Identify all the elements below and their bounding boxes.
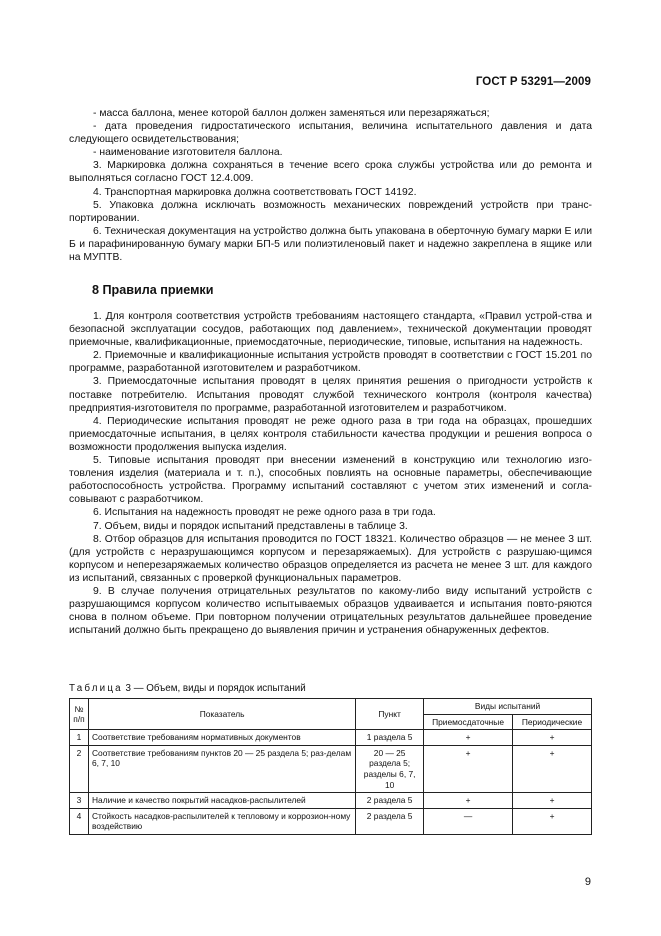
table-caption <box>69 683 306 694</box>
tests-table <box>69 698 592 835</box>
cell-num: 2 <box>70 745 89 792</box>
cell-num: 4 <box>70 808 89 834</box>
cell-acceptance: + <box>424 730 513 746</box>
paragraph: 1. Для контроля соответствия устройств требованиям настоящего стандарта, «Правил устрой-ства и безопасной эксплуатации сосудов, работающих под давлением», технической документации проводят приемочные, квалификационные, приемосдаточные, периодические, типовые, испытания на надежность. <box>69 311 592 349</box>
cell-indicator: Стойкость насадков-распылителей к тепловому и коррозион-ному воздействию <box>88 808 355 834</box>
paragraph: 5. Упаковка должна исключать возможность механических повреждений устройств при транс-портировании. <box>69 199 592 224</box>
cell-acceptance: + <box>424 745 513 792</box>
paragraph: 6. Испытания на надежность проводят не реже одного раза в три года. <box>93 507 436 519</box>
section-heading: 8 Правила приемки <box>92 283 214 297</box>
cell-indicator: Наличие и качество покрытий насадков-распылителей <box>88 793 355 809</box>
cell-periodic: + <box>513 730 592 746</box>
header-num: № п/п <box>70 699 89 730</box>
document-header: ГОСТ Р 53291—2009 <box>475 76 591 88</box>
table-row <box>70 745 592 792</box>
header-indicator: Показатель <box>88 699 355 730</box>
cell-clause: 2 раздела 5 <box>356 793 424 809</box>
paragraph: 4. Транспортная маркировка должна соответствовать ГОСТ 14192. <box>93 186 417 198</box>
paragraph: 7. Объем, виды и порядок испытаний представлены в таблице 3. <box>93 520 408 532</box>
marking-packaging-text <box>69 107 592 264</box>
paragraph: - наименование изготовителя баллона. <box>93 147 283 159</box>
table-caption-text: 3 — Объем, виды и порядок испытаний <box>125 683 306 694</box>
paragraph: 5. Типовые испытания проводят при внесении изменений в конструкцию или технологию изго-товления изделия (материала и т. п.), способных повлиять на основные параметры, обеспечивающие работоспособность устройства. Программу испытаний составляют с учетом этих изменений и согла-совывают с разработчиком. <box>69 455 592 506</box>
cell-clause: 20 — 25 раздела 5; разделы 6, 7, 10 <box>356 745 424 792</box>
paragraph: 9. В случае получения отрицательных результатов по какому-либо виду испытаний устройств с разрушающимся корпусом количество испытываемых образцов удваивается и испытания повто-ряются снова в полном объеме. При повторном получении отрицательных результатов дальнейшее проведение испытаний должно быть прекращено до выявления причин и устранения обнаруженных дефектов. <box>69 585 592 637</box>
cell-indicator: Соответствие требованиям пунктов 20 — 25 раздела 5; раз-делам 6, 7, 10 <box>88 745 355 792</box>
cell-periodic: + <box>513 745 592 792</box>
table-caption-word: Таблица <box>69 683 123 694</box>
page-number: 9 <box>584 876 591 888</box>
cell-indicator: Соответствие требованиям нормативных документов <box>88 730 355 746</box>
paragraph: - дата проведения гидростатического испытания, величина испытательного давления и дата следующего освидетельствования; <box>69 121 592 146</box>
cell-acceptance: — <box>424 808 513 834</box>
table-header-row <box>70 699 592 715</box>
paragraph: 2. Приемочные и квалификационные испытания устройств проводят в соответствии с ГОСТ 15.201 по программе, разработанной изготовителем и разработчиком. <box>69 350 592 375</box>
cell-clause: 2 раздела 5 <box>356 808 424 834</box>
paragraph: 8. Отбор образцов для испытания проводится по ГОСТ 18321. Количество образцов — не менее 3 шт. (для устройств с неразрушающимся корпусом и перезаряжаемых). Для устройств с разрушаю-щимся корпусом и неперезаряжаемых количество образцов определяется из расчета не менее 3 шт. для каждого из испытаний, связанных с проверкой функциональных параметров. <box>69 533 592 584</box>
header-acceptance: Приемосдаточные <box>424 714 513 730</box>
header-clause: Пункт <box>356 699 424 730</box>
cell-acceptance: + <box>424 793 513 809</box>
table-row <box>70 793 592 809</box>
table-row <box>70 730 592 746</box>
header-periodic: Периодические <box>513 714 592 730</box>
paragraph: 4. Периодические испытания проводят не реже одного раза в три года на образцах, прошедших приемосдаточные испытания, в целях контроля стабильности качества продукции и решения вопроса о возможности продолжения выпуска изделия. <box>69 415 592 453</box>
paragraph: 6. Техническая документация на устройство должна быть упакована в оберточную бумагу марки Е или Б и парафинированную бумагу марки БП-5 или полиэтиленовый пакет и надежно закреплена в ящике или на МУПТВ. <box>69 225 592 264</box>
acceptance-rules-text <box>69 310 592 637</box>
paragraph: - масса баллона, менее которой баллон должен заменяться или перезаряжаться; <box>93 108 490 119</box>
cell-periodic: + <box>513 793 592 809</box>
paragraph: 3. Приемосдаточные испытания проводят в целях принятия решения о пригодности устройств к поставке потребителю. Испытания проводят службой технического контроля (контроля качества) предприятия-изготовителя по программе, разработанной изготовителем и разработчиком. <box>69 376 592 414</box>
cell-num: 3 <box>70 793 89 809</box>
table-row <box>70 808 592 834</box>
cell-clause: 1 раздела 5 <box>356 730 424 746</box>
header-test-types: Виды испытаний <box>424 699 592 715</box>
cell-periodic: + <box>513 808 592 834</box>
paragraph: 3. Маркировка должна сохраняться в течение всего срока службы устройства или до ремонта и выполняться согласно ГОСТ 12.4.009. <box>69 160 592 185</box>
cell-num: 1 <box>70 730 89 746</box>
